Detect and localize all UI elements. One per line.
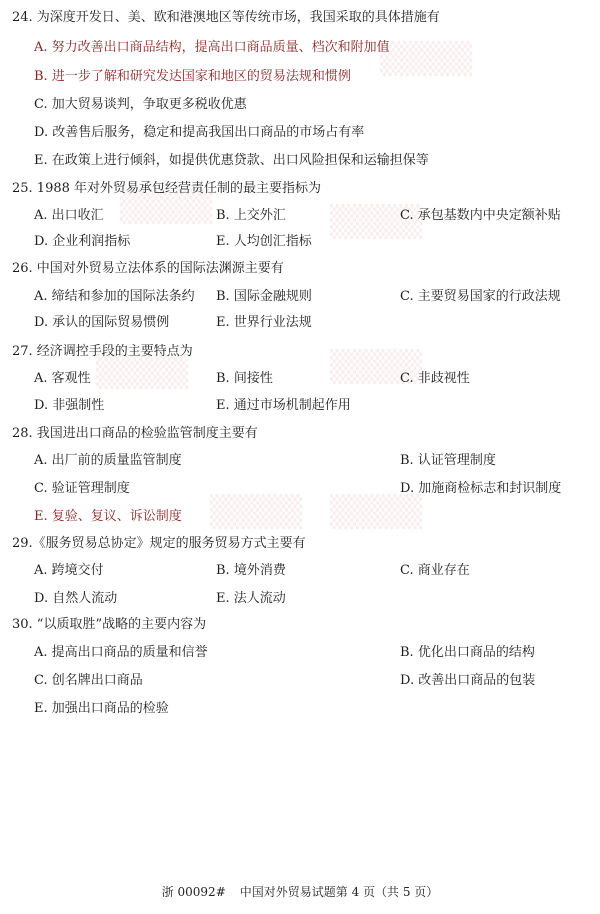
q25-option-c: C. 承包基数内中央定额补贴 xyxy=(400,208,561,223)
q30-option-b: B. 优化出口商品的结构 xyxy=(400,645,535,660)
q24-option-d: D. 改善售后服务，稳定和提高我国出口商品的市场占有率 xyxy=(34,125,365,140)
question-29-stem: 29.《服务贸易总协定》规定的服务贸易方式主要有 xyxy=(12,536,306,551)
q24-option-a: A. 努力改善出口商品结构，提高出口商品质量、档次和附加值 xyxy=(34,40,390,55)
q29-option-b: B. 境外消费 xyxy=(216,563,286,578)
q27-option-a: A. 客观性 xyxy=(34,371,91,386)
q25-option-b: B. 上交外汇 xyxy=(216,208,286,223)
q30-option-a: A. 提高出口商品的质量和信誉 xyxy=(34,645,208,660)
watermark: ▒▒▒▒ xyxy=(330,495,423,530)
q26-option-a: A. 缔结和参加的国际法条约 xyxy=(34,289,195,304)
q28-option-a: A. 出厂前的质量监管制度 xyxy=(34,453,182,468)
q27-option-d: D. 非强制性 xyxy=(34,398,105,413)
q29-option-c: C. 商业存在 xyxy=(400,563,470,578)
watermark: ▒▒▒▒ xyxy=(330,205,423,240)
q25-option-a: A. 出口收汇 xyxy=(34,208,104,223)
q29-option-e: E. 法人流动 xyxy=(216,591,286,606)
q26-option-b: B. 国际金融规则 xyxy=(216,289,312,304)
q28-option-b: B. 认证管理制度 xyxy=(400,453,496,468)
q24-option-e: E. 在政策上进行倾斜，如提供优惠贷款、出口风险担保和运输担保等 xyxy=(34,153,429,168)
q27-option-b: B. 间接性 xyxy=(216,371,273,386)
watermark: ▒▒▒▒ xyxy=(120,190,213,225)
question-28-stem: 28. 我国进出口商品的检验监管制度主要有 xyxy=(12,426,258,441)
q26-option-d: D. 承认的国际贸易惯例 xyxy=(34,315,170,330)
q25-option-d: D. 企业利润指标 xyxy=(34,234,131,249)
q29-option-d: D. 自然人流动 xyxy=(34,591,118,606)
q26-option-c: C. 主要贸易国家的行政法规 xyxy=(400,289,561,304)
q28-option-e: E. 复验、复议、诉讼制度 xyxy=(34,509,182,524)
footer-title: 中国对外贸易试题第 4 页（共 5 页） xyxy=(239,885,439,899)
q30-option-d: D. 改善出口商品的包装 xyxy=(400,673,536,688)
watermark: ▒▒▒▒ xyxy=(330,350,423,385)
q27-option-c: C. 非歧视性 xyxy=(400,371,470,386)
q28-option-d: D. 加施商检标志和封识制度 xyxy=(400,481,562,496)
q27-option-e: E. 通过市场机制起作用 xyxy=(216,398,351,413)
question-27-stem: 27. 经济调控手段的主要特点为 xyxy=(12,344,193,359)
q25-option-e: E. 人均创汇指标 xyxy=(216,234,312,249)
question-25-stem: 25. 1988 年对外贸易承包经营责任制的最主要指标为 xyxy=(12,181,322,196)
q24-option-c: C. 加大贸易谈判，争取更多税收优惠 xyxy=(34,97,247,112)
question-26-stem: 26. 中国对外贸易立法体系的国际法渊源主要有 xyxy=(12,261,284,276)
q24-option-b: B. 进一步了解和研究发达国家和地区的贸易法规和惯例 xyxy=(34,69,351,84)
q30-option-c: C. 创名牌出口商品 xyxy=(34,673,143,688)
question-24-stem: 24. 为深度开发日、美、欧和港澳地区等传统市场，我国采取的具体措施有 xyxy=(12,10,440,25)
watermark: ▒▒▒▒ xyxy=(210,495,303,530)
watermark: ▒▒▒▒ xyxy=(96,355,189,390)
footer-code: 浙 00092# xyxy=(161,885,226,899)
page-footer xyxy=(0,884,600,900)
q28-option-c: C. 验证管理制度 xyxy=(34,481,130,496)
q30-option-e: E. 加强出口商品的检验 xyxy=(34,701,169,716)
watermark: ▒▒▒▒ xyxy=(380,42,473,77)
question-30-stem: 30. “以质取胜”战略的主要内容为 xyxy=(12,617,207,632)
q29-option-a: A. 跨境交付 xyxy=(34,563,104,578)
q26-option-e: E. 世界行业法规 xyxy=(216,315,312,330)
